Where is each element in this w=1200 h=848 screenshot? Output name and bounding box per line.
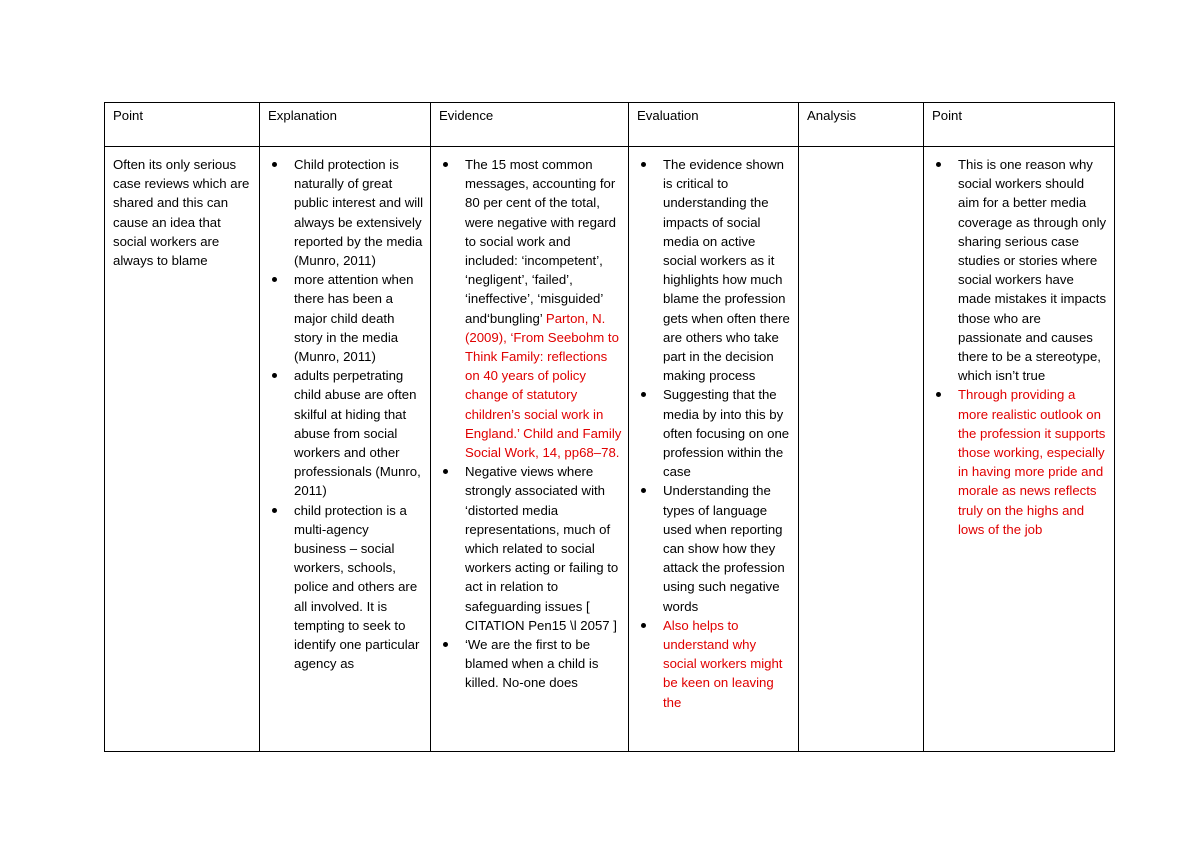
evidence-citation: Parton, N. (2009), ‘From Seebohm to Think Family: reflections on 40 years of policy change of statutory children’s social work in England.’ Child and Family Social Work, 14, pp68–78.: [465, 310, 622, 461]
evidence-list: [439, 155, 622, 693]
list-item: adults perpetrating child abuse are often skilful at hiding that abuse from social workers and other professionals (Munro, 2011): [268, 366, 424, 500]
list-item: This is one reason why social workers should aim for a better media coverage as through only sharing serious case studies or stories where social workers have made mistakes it impacts those who are passionate and causes there to be a stereotype, which isn’t true: [932, 155, 1108, 385]
cell-evaluation: [629, 147, 799, 752]
list-item: Suggesting that the media by into this by often focusing on one profession within the case: [637, 385, 792, 481]
list-item: Also helps to understand why social workers might be keen on leaving the: [637, 616, 792, 712]
list-item: child protection is a multi-agency business – social workers, schools, police and others are all involved. It is tempting to seek to identify one particular agency as: [268, 501, 424, 674]
list-item: Understanding the types of language used when reporting can show how they attack the profession using such negative words: [637, 481, 792, 615]
analysis-text: [807, 155, 917, 747]
header-point: Point: [105, 103, 260, 147]
pee-table: [104, 102, 1115, 752]
evaluation-list: [637, 155, 792, 712]
header-evaluation: Evaluation: [629, 103, 799, 147]
point-2-list: [932, 155, 1108, 539]
header-explanation: Explanation: [260, 103, 431, 147]
header-analysis: Analysis: [799, 103, 924, 147]
cell-analysis: [799, 147, 924, 752]
explanation-list: [268, 155, 424, 673]
cell-point-2: [924, 147, 1115, 752]
header-evidence: Evidence: [431, 103, 629, 147]
header-row: [105, 103, 1115, 147]
list-item: Negative views where strongly associated with ‘distorted media representations, much of which related to social workers acting or failing to act in relation to safeguarding issues [ CITATION Pen15 \l 2057 ]: [439, 462, 622, 635]
cell-explanation: [260, 147, 431, 752]
cell-point: [105, 147, 260, 752]
list-item: Through providing a more realistic outlook on the profession it supports those working, especially in having more pride and morale as news reflects truly on the highs and lows of the job: [932, 385, 1108, 539]
evidence-quote: The 15 most common messages, accounting for 80 per cent of the total, were negative with regard to social work and included: ‘incompetent’, ‘negligent’, ‘failed’, ‘ineffective’, ‘misguided’ and‘bungling’: [465, 157, 617, 326]
list-item: more attention when there has been a major child death story in the media (Munro, 2011): [268, 270, 424, 366]
header-point-2: Point: [924, 103, 1115, 147]
list-item: Child protection is naturally of great public interest and will always be extensively reported by the media (Munro, 2011): [268, 155, 424, 270]
list-item: ‘We are the first to be blamed when a child is killed. No-one does: [439, 635, 622, 693]
cell-evidence: [431, 147, 629, 752]
list-item: [439, 155, 622, 462]
list-item: The evidence shown is critical to understanding the impacts of social media on active social workers as it highlights how much blame the profession gets when often there are others who take part in the decision making process: [637, 155, 792, 385]
point-text: Often its only serious case reviews which are shared and this can cause an idea that social workers are always to blame: [113, 157, 250, 269]
content-row: [105, 147, 1115, 752]
